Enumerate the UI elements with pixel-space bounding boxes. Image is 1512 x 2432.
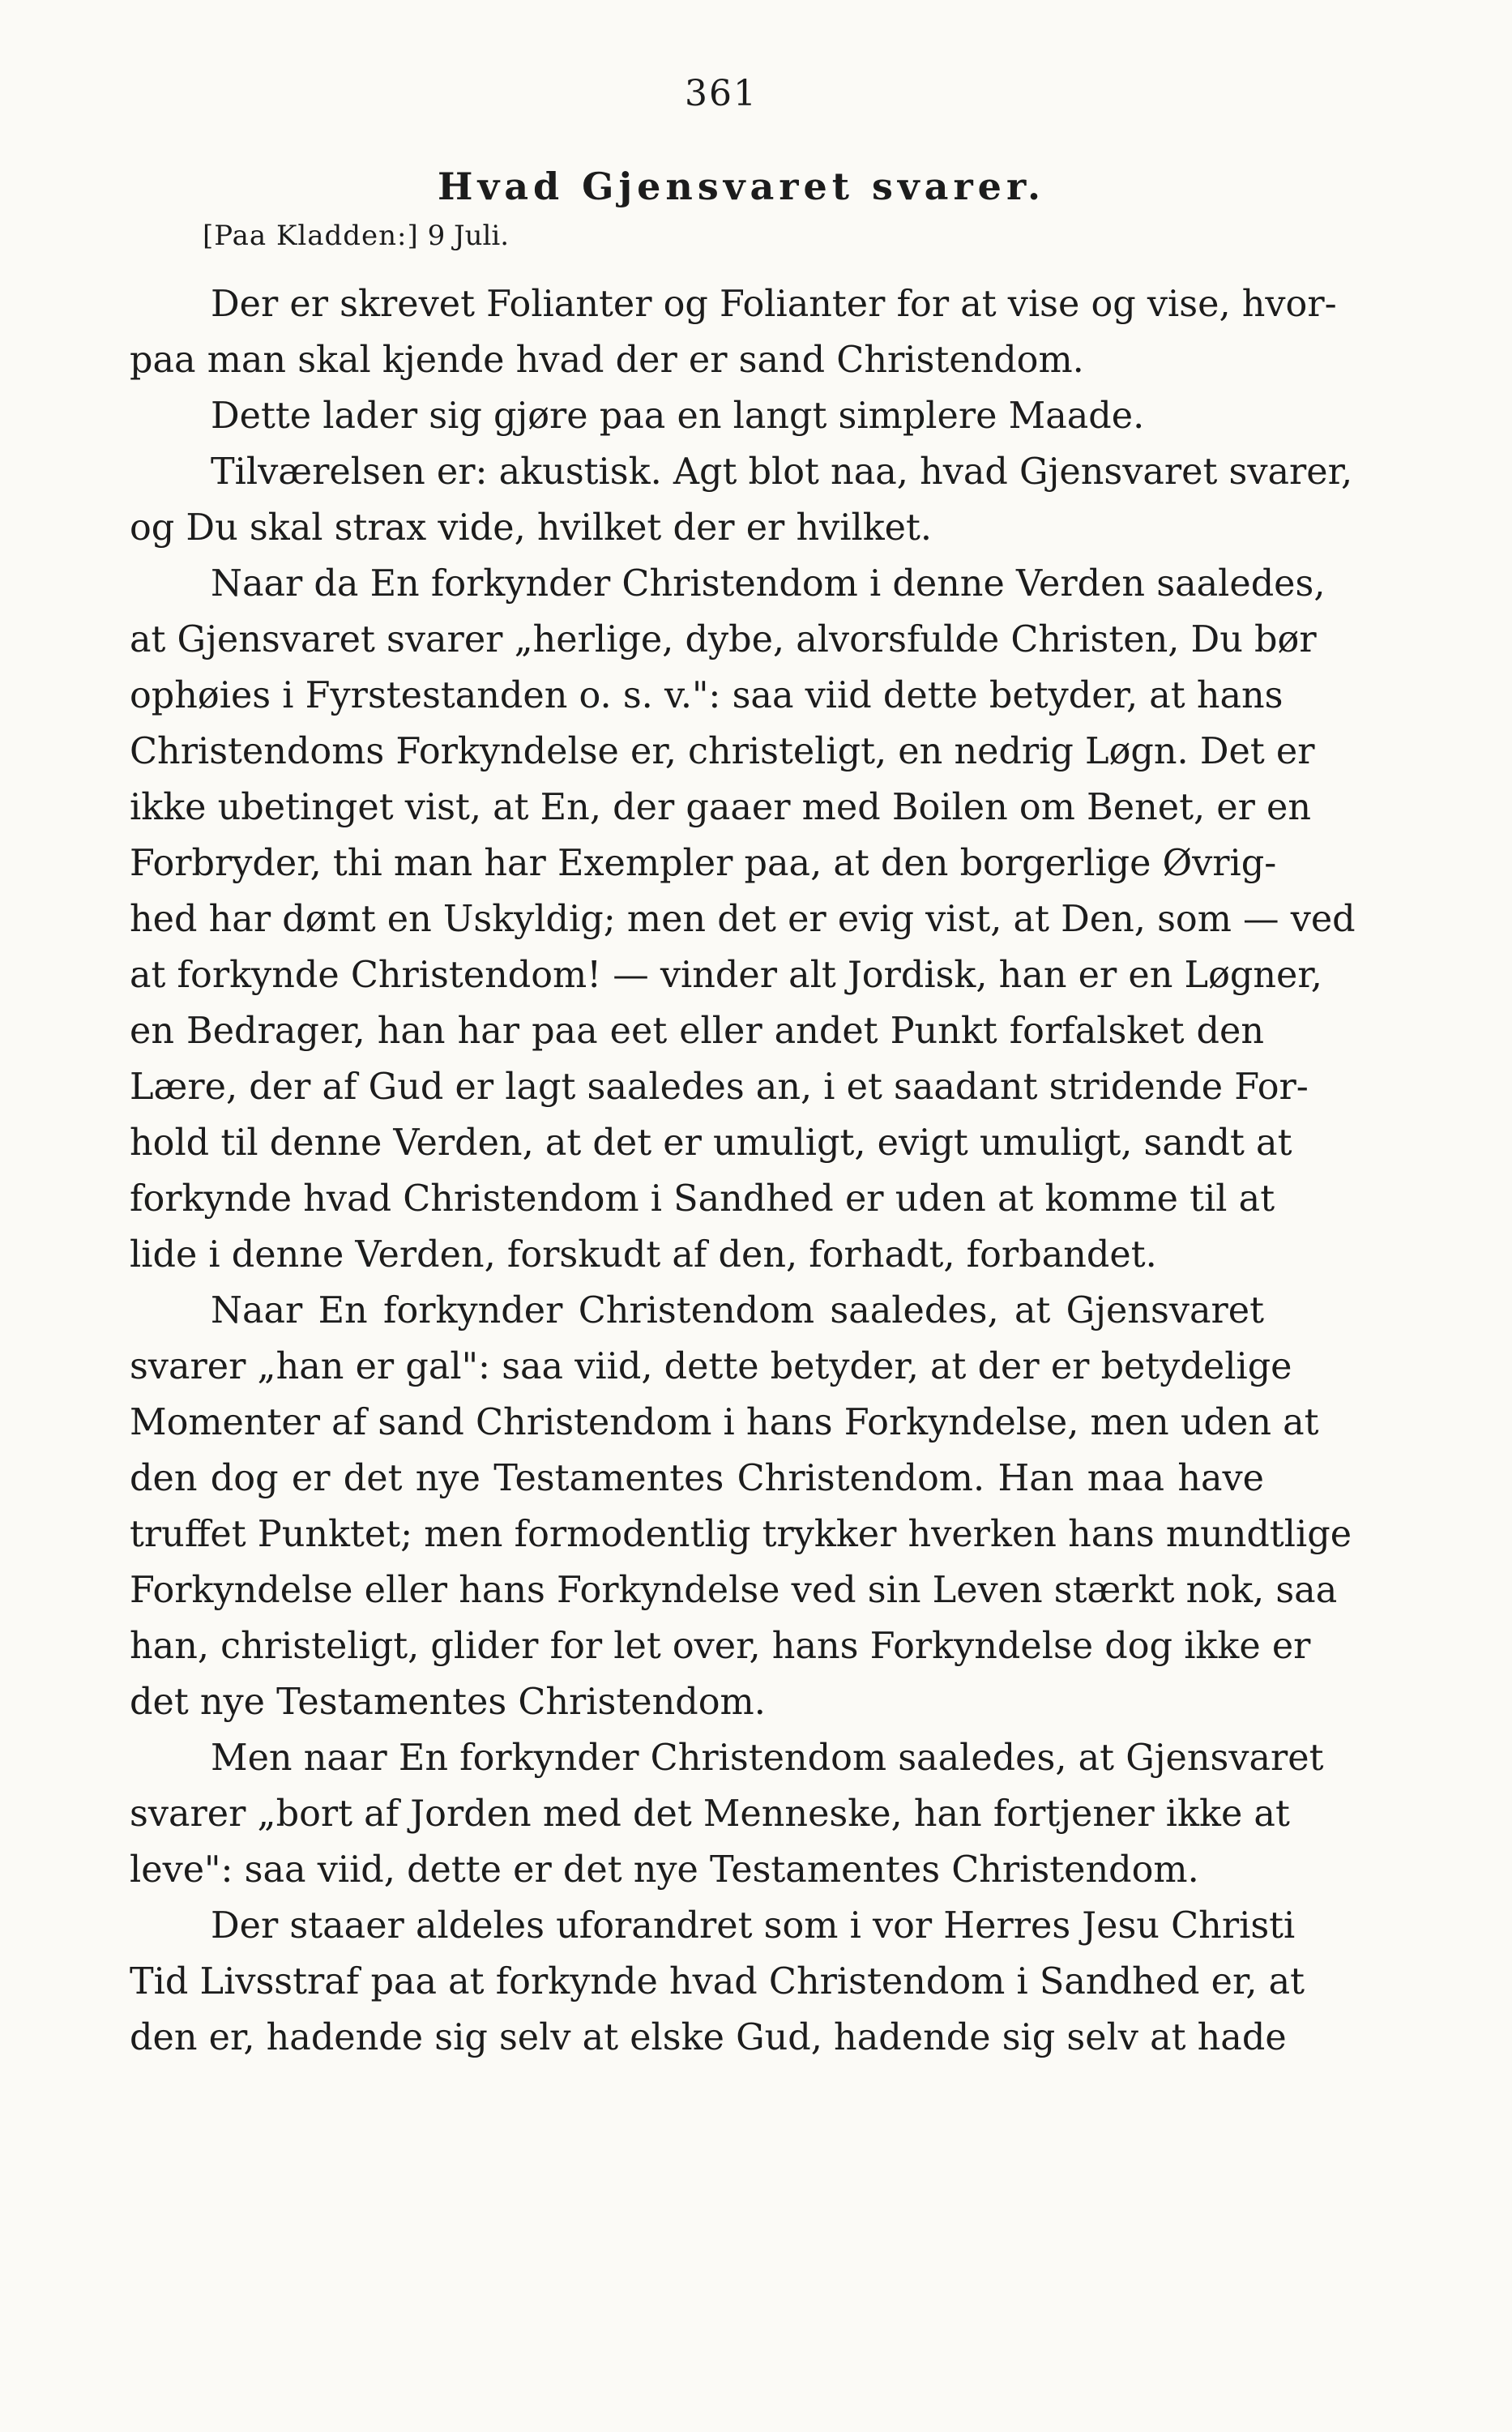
text-line: det nye Testamentes Christendom. [130,1682,766,1723]
text-line: Tid Livsstraf paa at forkynde hvad Christendom i Sandhed er, at [130,1961,1305,2002]
text-line: Der er skrevet Folianter og Folianter for at vise og vise, hvor- [211,284,1337,325]
paragraph [130,444,1353,556]
text-line: svarer „han er gal": saa viid, dette betyder, at der er betydelige [130,1346,1292,1387]
text-line: Dette lader sig gjøre paa en langt simplere Maade. [211,395,1145,437]
text-line: at forkynde Christendom! — vinder alt Jordisk, han er en Løgner, [130,955,1322,996]
text-line: hed har dømt en Uskyldig; men det er evig vist, at Den, som — ved [130,899,1356,940]
draft-note: [Paa Kladden:] [203,220,419,252]
text-line: Men naar En forkynder Christendom saaledes, at Gjensvaret [211,1737,1324,1779]
body-text [130,276,1356,2066]
text-line: ophøies i Fyrstestanden o. s. v.": saa viid dette betyder, at hans [130,675,1283,716]
paragraph [130,388,1264,444]
page-number: 361 [685,73,758,114]
text-line: svarer „bort af Jorden med det Menneske, han fortjener ikke at [130,1793,1290,1835]
paragraph [130,556,1356,1283]
text-line: leve": saa viid, dette er det nye Testamentes Christendom. [130,1849,1199,1891]
date: 9 Juli. [427,220,510,252]
dateline [203,220,1264,252]
text-line: Forbryder, thi man har Exempler paa, at den borgerlige Øvrig- [130,843,1277,884]
text-line: Tilværelsen er: akustisk. Agt blot naa, hvad Gjensvaret svarer, [211,451,1353,493]
paragraph [130,1898,1305,2066]
text-line: Naar En forkynder Christendom saaledes, at Gjensvaret [211,1290,1264,1331]
text-line: Momenter af sand Christendom i hans Forkyndelse, men uden at [130,1402,1319,1443]
text-line: Forkyndelse eller hans Forkyndelse ved sin Leven stærkt nok, saa [130,1570,1338,1611]
text-line: en Bedrager, han har paa eet eller andet Punkt forfalsket den [130,1011,1264,1052]
text-line: lide i denne Verden, forskudt af den, forhadt, forbandet. [130,1234,1157,1276]
text-line: forkynde hvad Christendom i Sandhed er uden at komme til at [130,1178,1275,1220]
text-line: og Du skal strax vide, hvilket der er hvilket. [130,507,933,549]
text-line: han, christeligt, glider for let over, hans Forkyndelse dog ikke er [130,1626,1311,1667]
text-line: den er, hadende sig selv at elske Gud, hadende sig selv at hade [130,2017,1287,2058]
paragraph [130,1283,1352,1730]
text-line: Lære, der af Gud er lagt saaledes an, i et saadant stridende For- [130,1066,1309,1108]
paragraph [130,276,1337,388]
page-title: Hvad Gjensvaret svarer. [438,165,1045,208]
text-line: truffet Punktet; men formodentlig trykker hverken hans mundtlige [130,1514,1352,1555]
text-line: Christendoms Forkyndelse er, christeligt, en nedrig Løgn. Det er [130,731,1315,772]
text-line: Der staaer aldeles uforandret som i vor Herres Jesu Christi [211,1905,1296,1947]
text-line: Naar da En forkynder Christendom i denne Verden saaledes, [211,563,1326,605]
text-line: paa man skal kjende hvad der er sand Christendom. [130,340,1084,381]
page [130,73,1356,2066]
text-line: hold til denne Verden, at det er umuligt, evigt umuligt, sandt at [130,1122,1292,1164]
text-line: den dog er det nye Testamentes Christendom. Han maa have [130,1458,1264,1499]
text-line: at Gjensvaret svarer „herlige, dybe, alvorsfulde Christen, Du bør [130,619,1317,660]
paragraph [130,1730,1324,1898]
text-line: ikke ubetinget vist, at En, der gaaer med Boilen om Benet, er en [130,787,1312,828]
